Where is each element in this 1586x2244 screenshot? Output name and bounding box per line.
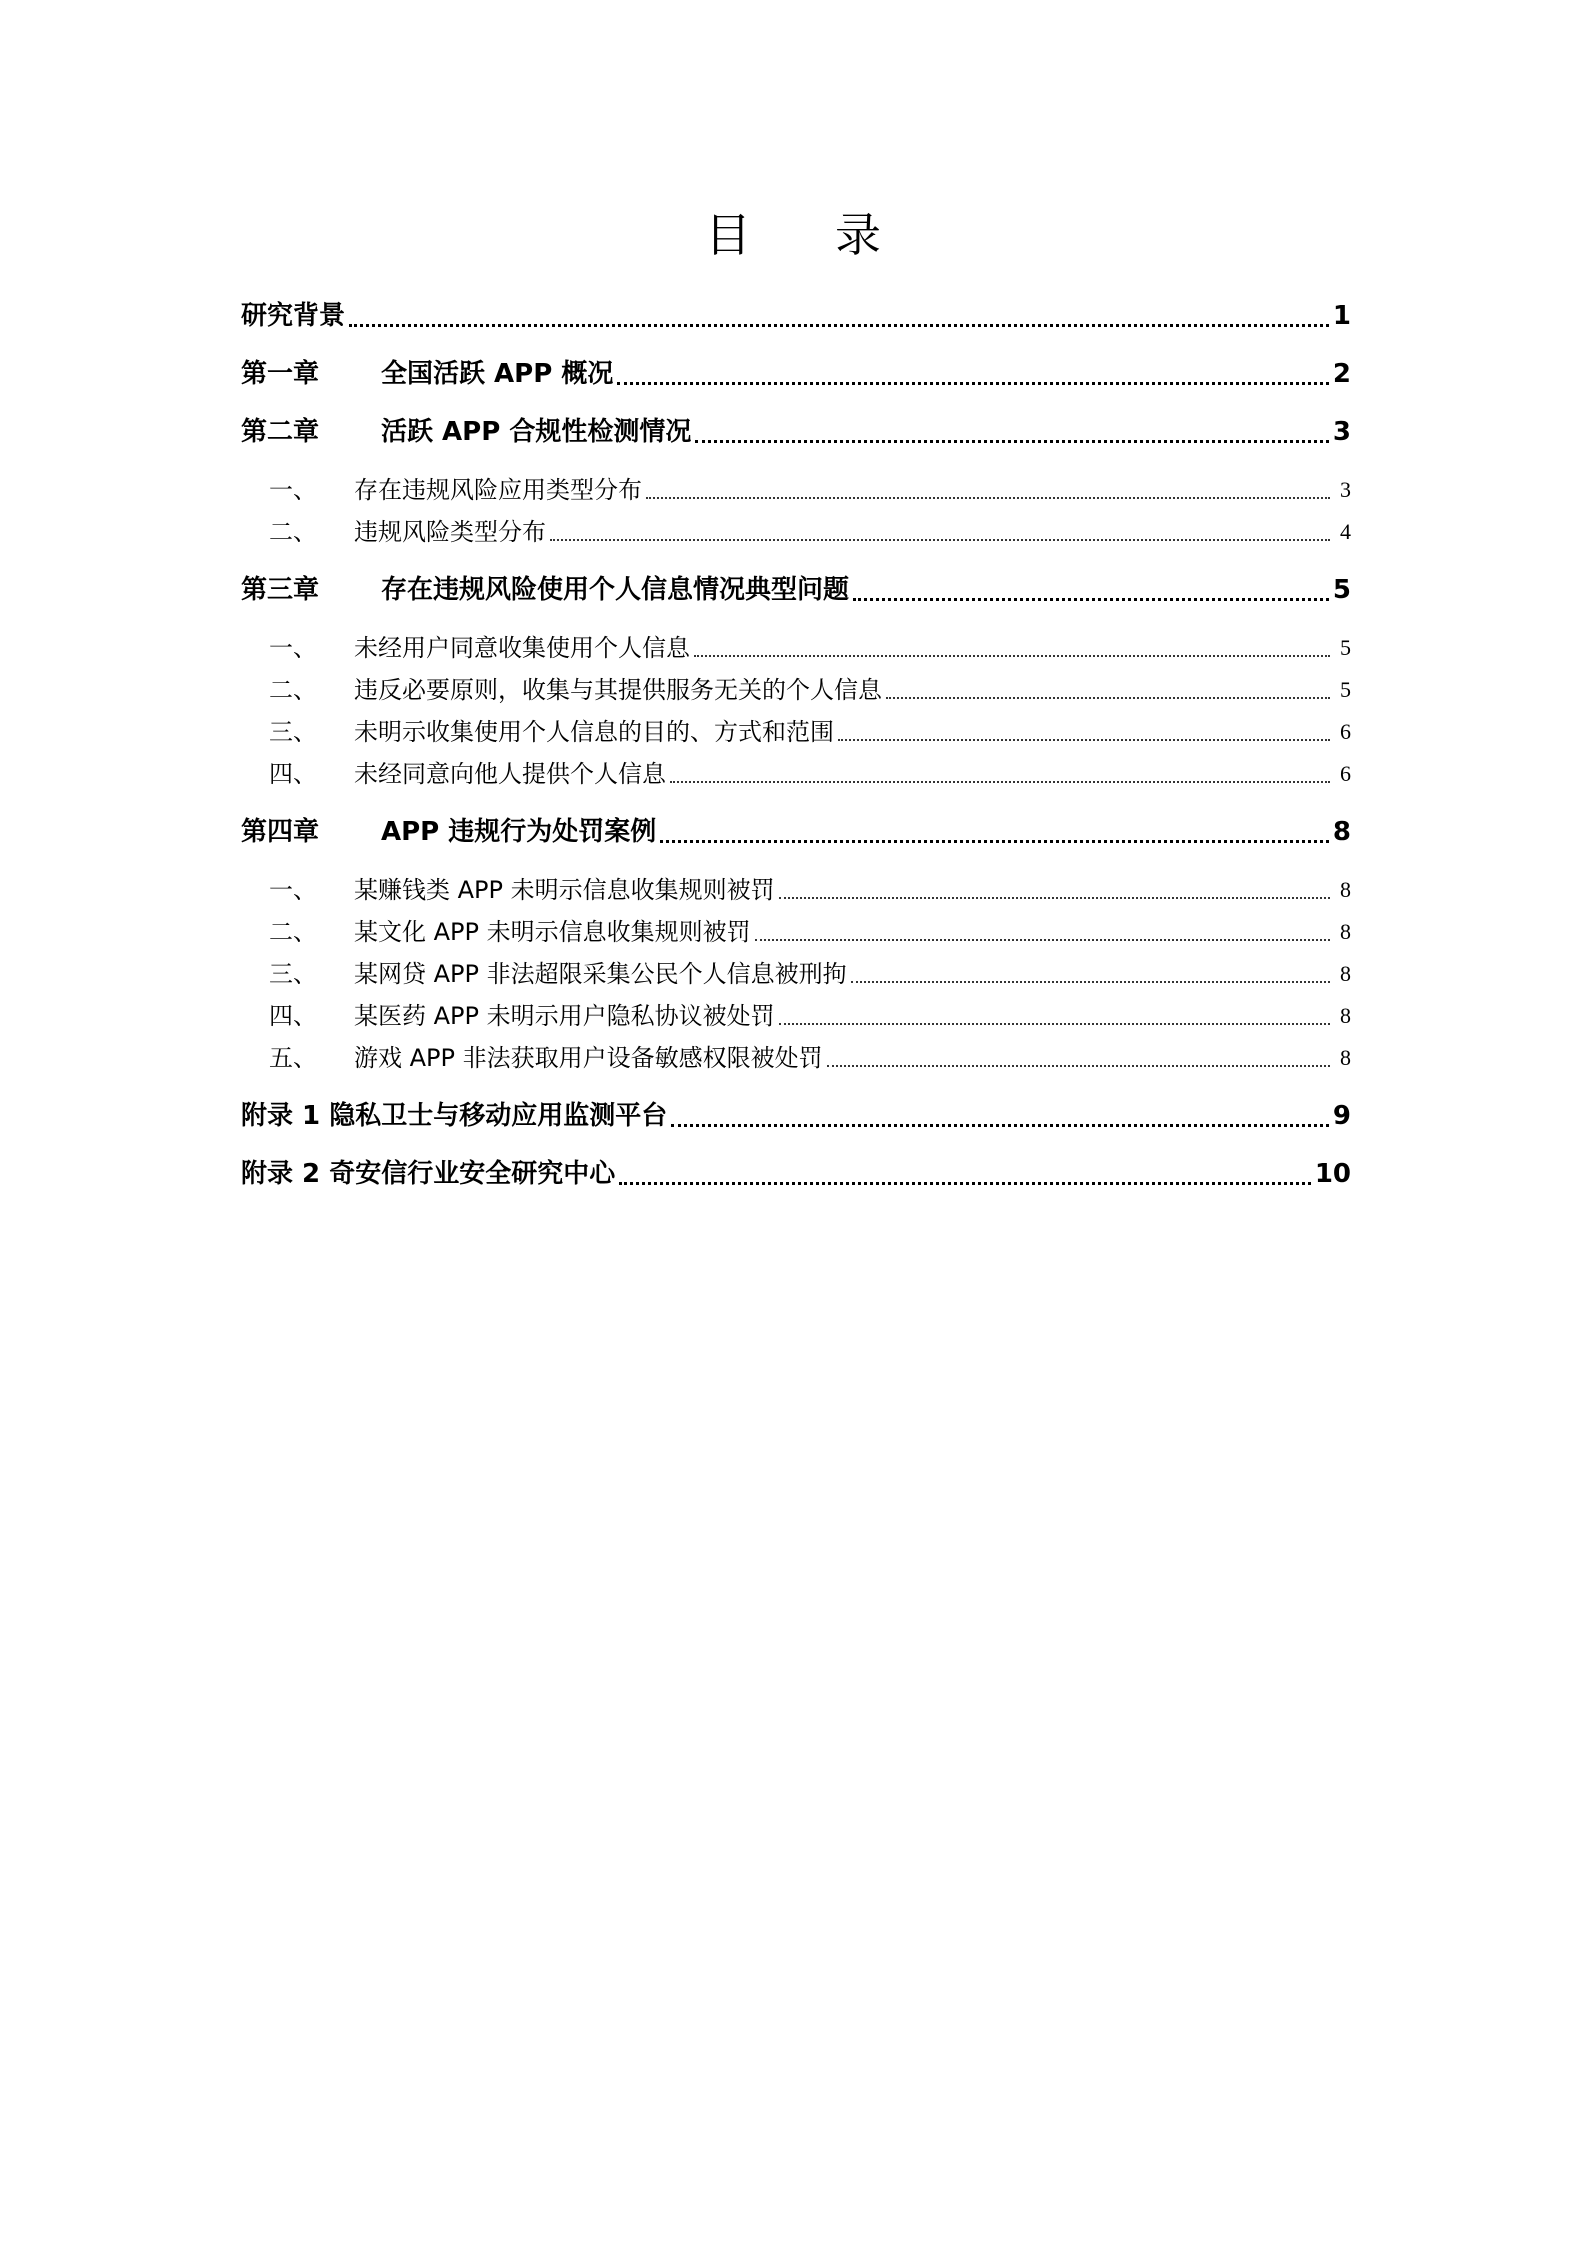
toc-entry[interactable] <box>241 956 1351 992</box>
toc-entry-number: 二、 <box>269 676 317 704</box>
toc-dot-leader <box>779 1023 1330 1025</box>
toc-entry-number: 第一章 <box>241 359 320 389</box>
toc-entry-number: 第二章 <box>241 417 320 447</box>
toc-entry-label: 某网贷 APP 非法超限采集公民个人信息被刑拘 <box>354 960 847 988</box>
toc-entry-label: 研究背景 <box>241 301 346 331</box>
toc-entry-number: 四、 <box>269 1002 317 1030</box>
toc-entry[interactable] <box>241 472 1351 508</box>
toc-entry-page-number: 8 <box>1340 877 1351 902</box>
toc-dot-leader <box>755 939 1330 941</box>
toc-entry-label: 附录 1 隐私卫士与移动应用监测平台 <box>241 1101 668 1131</box>
toc-entry-label: 未经用户同意收集使用个人信息 <box>354 634 690 662</box>
toc-entry-label: APP 违规行为处罚案例 <box>381 817 657 847</box>
toc-entry-page-number: 6 <box>1340 761 1351 786</box>
toc-entry[interactable] <box>241 872 1351 908</box>
toc-entry-number: 第三章 <box>241 575 320 605</box>
toc-entry[interactable] <box>241 1096 1351 1136</box>
toc-entry-number: 一、 <box>269 634 317 662</box>
toc-entry-page-number: 9 <box>1332 1101 1351 1131</box>
toc-entry-page-number: 8 <box>1340 1003 1351 1028</box>
toc-entry-number: 二、 <box>269 518 317 546</box>
toc-entry[interactable] <box>241 354 1351 394</box>
toc-entry-page-number: 3 <box>1340 477 1351 502</box>
toc-dot-leader <box>660 840 1329 843</box>
toc-dot-leader <box>827 1065 1330 1067</box>
toc-entry-label: 违规风险类型分布 <box>354 518 546 546</box>
toc-dot-leader <box>779 897 1330 899</box>
toc-dot-leader <box>853 598 1329 601</box>
toc-entry-page-number: 8 <box>1340 1045 1351 1070</box>
toc-entry[interactable] <box>241 998 1351 1034</box>
toc-dot-leader <box>349 324 1329 327</box>
toc-entry-page-number: 8 <box>1340 961 1351 986</box>
toc-entry-number: 一、 <box>269 476 317 504</box>
toc-entry-label: 某文化 APP 未明示信息收集规则被罚 <box>354 918 751 946</box>
toc-dot-leader <box>619 1182 1311 1185</box>
toc-entry-label: 附录 2 奇安信行业安全研究中心 <box>241 1159 616 1189</box>
toc-entry-label: 存在违规风险使用个人信息情况典型问题 <box>381 575 850 605</box>
toc-dot-leader <box>670 781 1330 783</box>
toc-entry[interactable] <box>241 1154 1351 1194</box>
toc-entry-label: 未明示收集使用个人信息的目的、方式和范围 <box>354 718 834 746</box>
toc-entry-number: 第四章 <box>241 817 320 847</box>
toc-entry[interactable] <box>241 514 1351 550</box>
toc-entry[interactable] <box>241 296 1351 336</box>
toc-entry-label: 未经同意向他人提供个人信息 <box>354 760 666 788</box>
toc-dot-leader <box>695 440 1329 443</box>
toc-entry-label: 违反必要原则，收集与其提供服务无关的个人信息 <box>354 676 882 704</box>
toc-entry-label: 某医药 APP 未明示用户隐私协议被处罚 <box>354 1002 775 1030</box>
toc-entry-page-number: 4 <box>1340 519 1351 544</box>
toc-entry-page-number: 5 <box>1340 635 1351 660</box>
toc-entry[interactable] <box>241 570 1351 610</box>
toc-dot-leader <box>617 382 1329 385</box>
toc-dot-leader <box>671 1124 1329 1127</box>
toc-dot-leader <box>886 697 1330 699</box>
toc-entry-page-number: 5 <box>1332 575 1351 605</box>
toc-entry[interactable] <box>241 812 1351 852</box>
toc-entry-number: 五、 <box>269 1044 317 1072</box>
toc-dot-leader <box>646 497 1330 499</box>
toc-entry-page-number: 3 <box>1332 417 1351 447</box>
toc-entry-number: 三、 <box>269 960 317 988</box>
toc-entry-page-number: 5 <box>1340 677 1351 702</box>
toc-entry-label: 活跃 APP 合规性检测情况 <box>381 417 692 447</box>
toc-entry-label: 某赚钱类 APP 未明示信息收集规则被罚 <box>354 876 775 904</box>
toc-entry-number: 四、 <box>269 760 317 788</box>
toc-entry-number: 一、 <box>269 876 317 904</box>
toc-entry-page-number: 10 <box>1314 1159 1351 1189</box>
toc-entry[interactable] <box>241 756 1351 792</box>
toc-entry-page-number: 2 <box>1332 359 1351 389</box>
toc-entry-number: 三、 <box>269 718 317 746</box>
toc-entry-page-number: 8 <box>1340 919 1351 944</box>
toc-entry[interactable] <box>241 672 1351 708</box>
toc-entry[interactable] <box>241 714 1351 750</box>
toc-dot-leader <box>694 655 1330 657</box>
toc-dot-leader <box>550 539 1330 541</box>
toc-dot-leader <box>838 739 1330 741</box>
toc-dot-leader <box>851 981 1330 983</box>
toc-entry[interactable] <box>241 630 1351 666</box>
toc-entry[interactable] <box>241 914 1351 950</box>
toc-entry-page-number: 6 <box>1340 719 1351 744</box>
toc-entry-page-number: 1 <box>1332 301 1351 331</box>
toc-entry-label: 存在违规风险应用类型分布 <box>354 476 642 504</box>
toc-entry-label: 游戏 APP 非法获取用户设备敏感权限被处罚 <box>354 1044 823 1072</box>
toc-entry-number: 二、 <box>269 918 317 946</box>
toc-entry[interactable] <box>241 412 1351 452</box>
toc-entry-label: 全国活跃 APP 概况 <box>381 359 614 389</box>
toc-entry-page-number: 8 <box>1332 817 1351 847</box>
toc-entry[interactable] <box>241 1040 1351 1076</box>
toc-title: 目录 <box>705 208 965 262</box>
